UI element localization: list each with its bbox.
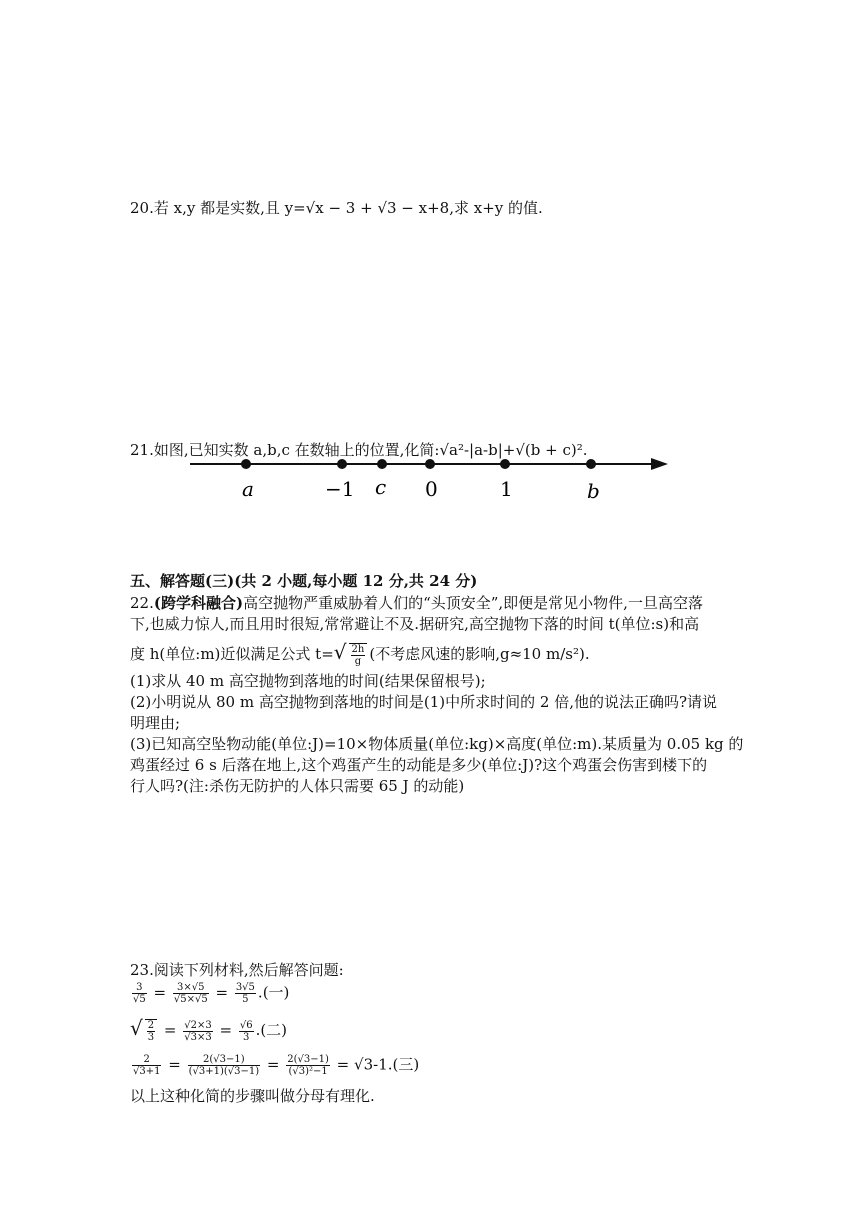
question-22-part-3a: (3)已知高空坠物动能(单位:J)=10×物体质量(单位:kg)×高度(单位:m).某质量为 0.05 kg 的 [130, 735, 744, 753]
number-line [185, 450, 675, 502]
formula-fraction [349, 643, 368, 667]
cross-discipline-tag: (跨学科融合) [153, 594, 244, 612]
eq3-tag: 3-1.(三) [363, 1055, 420, 1074]
formula-denominator: g [354, 656, 362, 667]
eq3-frac-b: $\frac{2(√3-1)}{(√3+1)(√3-1)}$ [188, 1054, 260, 1077]
question-22-line-1 [130, 593, 703, 613]
eq2-frac-a: $\frac{2}{3}$ [145, 1019, 157, 1043]
question-22-part-3c: 行人吗?(注:杀伤无防护的人体只需要 65 J 的动能) [130, 777, 465, 795]
point-b [586, 459, 596, 469]
point-1 [500, 459, 510, 469]
question-20: 20.若 x,y 都是实数,且 y=√x − 3 + √3 − x+8,求 x+y 的值. [130, 199, 543, 217]
question-21: 21.如图,已知实数 a,b,c 在数轴上的位置,化简:√a²-|a-b|+√(b + c)². [130, 441, 588, 459]
sqrt-sign: √ [333, 640, 347, 664]
question-22-text-1: 高空抛物严重威胁着人们的“头顶安全”,即便是常见小物件,一旦高空落 [243, 594, 703, 612]
formula-numerator: 2h [351, 644, 365, 655]
eq2-tag: .(二) [255, 1021, 288, 1039]
eq2-frac-b: $\frac{√2\times 3}{√3\times 3}$ [184, 1019, 212, 1043]
eq3-frac-c: $\frac{2(√3-1)}{\text{(√3)²−1}}$ [287, 1054, 329, 1077]
equation-3: $\frac{2}{√3+1}$ = $\frac{2(√3-1)}{(√3+1)(√3-1)}$ = $\frac{2(√3-1)}{\text{(√3)²−1}}$ = √3-1.(三) [133, 1054, 420, 1077]
question-22-part-1: (1)求从 40 m 高空抛物到落地的时间(结果保留根号); [130, 672, 486, 690]
question-23-conclusion: 以上这种化简的步骤叫做分母有理化. [130, 1087, 375, 1105]
equation-1: $\frac{3}{√5}$ = $\frac{3\times√5}{√5\times√5}$ = $\frac{3√5}{5}$ .(一) [133, 982, 290, 1005]
point-neg1 [337, 459, 347, 469]
question-22-text-3a: 度 h(单位:m)近似满足公式 t= [130, 645, 334, 663]
label-c: c [375, 475, 387, 499]
eq1-tag: .(一) [257, 983, 290, 1002]
question-22-text-3b: (不考虑风速的影响,g≈10 m/s²). [369, 645, 590, 663]
question-22-number: 22. [130, 594, 154, 612]
equation-2: √ $\frac{2}{3}$ = $\frac{√2\times 3}{√3\times 3}$ = $\frac{√6}{3}$ .(二) [130, 1016, 288, 1043]
label-1: 1 [500, 477, 513, 501]
label-0: 0 [425, 477, 438, 501]
eq1-frac-c: $\frac{3√5}{5}$ [235, 982, 255, 1005]
point-a [241, 459, 251, 469]
point-c [377, 459, 387, 469]
eq1-frac-b: $\frac{3\times√5}{√5\times√5}$ [173, 982, 208, 1005]
label-a: a [242, 477, 254, 501]
eq1-frac-a: $\frac{3}{√5}$ [133, 982, 146, 1005]
label-neg1: −1 [325, 477, 355, 501]
question-22-line-2: 下,也威力惊人,而且用时很短,常常避让不及.据研究,高空抛物下落的时间 t(单位:s)和高 [130, 615, 700, 633]
question-23-intro: 23.阅读下列材料,然后解答问题: [130, 961, 344, 979]
question-22-part-3b: 鸡蛋经过 6 s 后落在地上,这个鸡蛋产生的动能是多少(单位:J)?这个鸡蛋会伤害到楼下的 [130, 756, 708, 774]
section-heading: 五、解答题(三)(共 2 小题,每小题 12 分,共 24 分) [130, 572, 478, 590]
point-0 [425, 459, 435, 469]
question-22-part-2b: 明理由; [130, 714, 181, 732]
question-22-part-2a: (2)小明说从 80 m 高空抛物到落地的时间是(1)中所求时间的 2 倍,他的说法正确吗?请说 [130, 693, 718, 711]
eq3-frac-a: $\frac{2}{√3+1}$ [133, 1054, 161, 1077]
eq2-frac-c: $\frac{√6}{3}$ [239, 1019, 253, 1043]
question-22-line-3 [130, 642, 590, 667]
label-b: b [587, 479, 600, 502]
